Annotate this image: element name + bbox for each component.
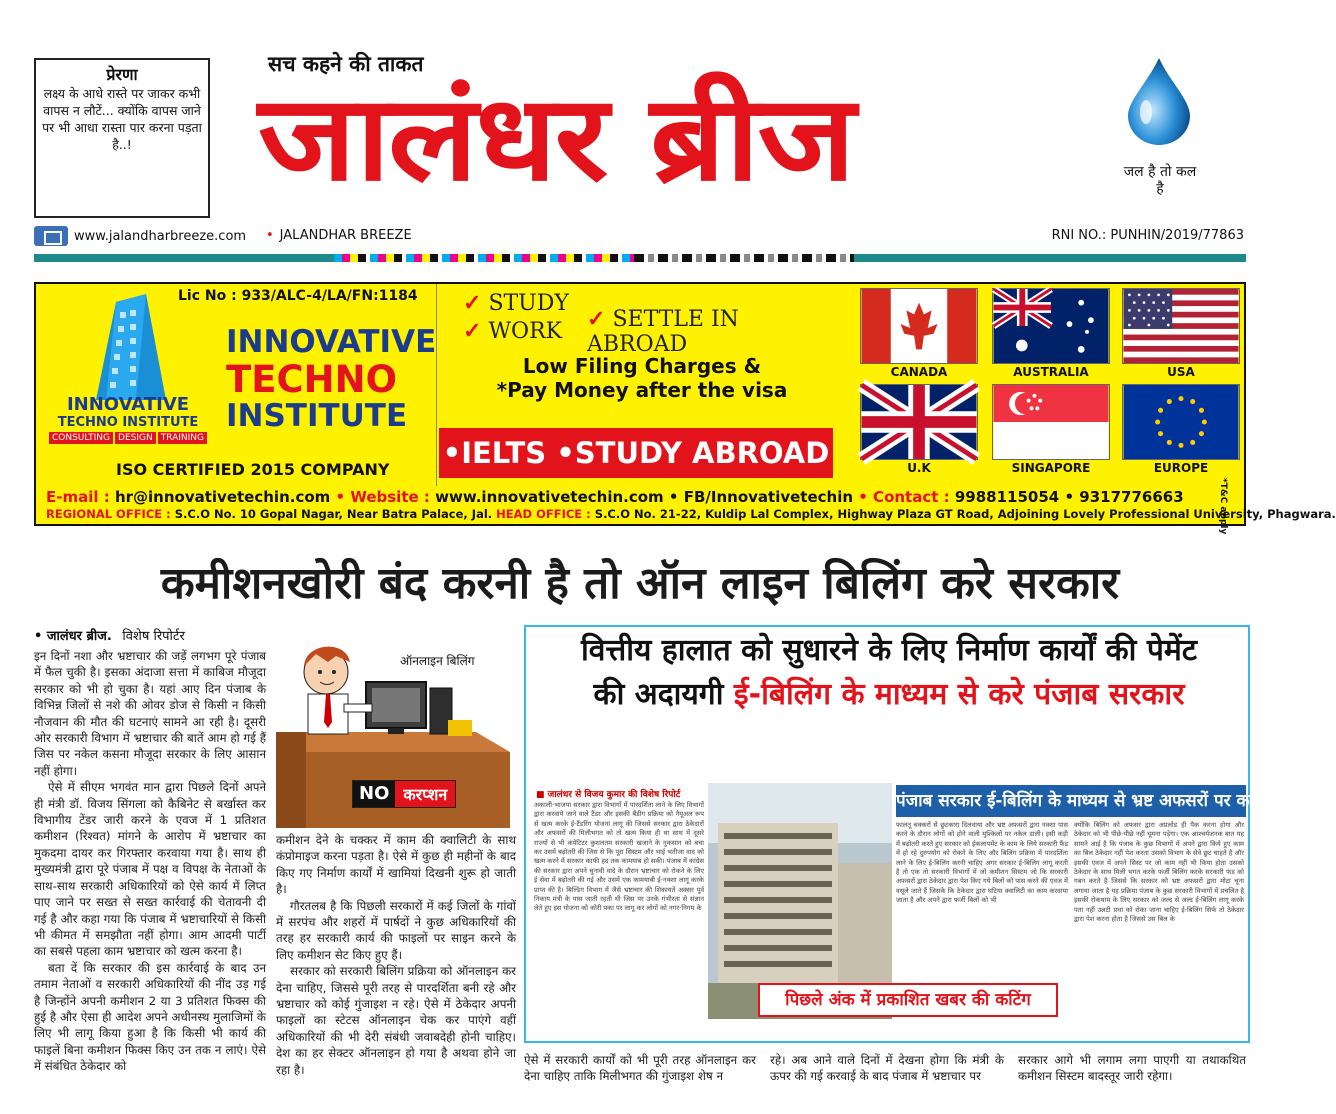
iti-tag: DESIGN: [115, 432, 156, 444]
singapore-flag-icon: [992, 384, 1110, 460]
service-study: [463, 290, 569, 316]
iti-line1: INNOVATIVE: [66, 394, 190, 415]
flag-canada: [860, 288, 978, 379]
institute-name: [226, 324, 436, 435]
ad-institute: [36, 284, 436, 484]
color-stripe: [634, 254, 854, 262]
advertisement: [34, 282, 1336, 526]
check-icon: ✓: [587, 306, 606, 332]
article-paragraph: ऐसे में सीएम भगवंत मान द्वारा पिछले दिनों अपने ही मंत्री डॉ. विजय सिंगला को कैबिनेट से बर्खास्त कर विभागीय टेंडर जारी करने के एवज में 1 प्रतिशत कमीशन (रिश्वत) मांगने के आरोप में भ्रष्टाचार का मुकदमा दायर कर गिरफ्तार करवाया गया है। साथ ही मुख्यमंत्री द्वारा पूरे पंजाब में पक्ष व विपक्ष के नेताओं के साथ-साथ सरकारी अधिकारियों को ऐसे कार्य में लिप्त पाए जाने पर सख्त से सख्त कार्रवाई की चेतावनी दी गई है और कहा गया कि पंजाब में भ्रष्टाचारियों से किसी भी कीमत में समझौता नहीं होगा। आम आदमी पार्टी का सबसे पहला काम भ्रष्टाचार को खत्म करना है।: [34, 780, 266, 959]
flag-label: SINGAPORE: [1011, 461, 1091, 475]
rni-number: RNI NO.: PUNHIN/2019/77863: [1051, 228, 1244, 243]
article-column-4: रहे। अब आने वाले दिनों में देखना होगा कि मंत्री के ऊपर की गई करवाई के बाद पंजाब में भ्रष्टाचार पर: [770, 1053, 1004, 1084]
iso-certification: ISO CERTIFIED 2015 COMPANY: [116, 460, 390, 479]
clipping-text: फालतू चक्करों से छुटकारा दिलवाया और भ्रष्ट अफसरों द्वारा नक्शा पास करने के दौरान लोगों को होने वाली मुश्किलों पर नकेल डाली। इसी कड़ी में बढ़ोतरी करते हुए सरकार को ईकलापमेंट के काम के लिये सरकारी फैंड में हो रहे दुरुपयोग को रोकने के लिए और बिलिंग प्रक्रिया में पारदर्शिता लाने के लिए ई-बिलिंग करनी चाहिए अगर सरकार ई-बिलिंग लागू करती है तो एक तो सरकारी विभागों में जो कमीशन सिस्टम जो कि सरकारी अफसरों द्वारा ठेकेदार द्वारा पेश किए गये बिलों को पास करने की एवज में वसूले जाते हैं जिसके कि ठेकेदार द्वारा घटिया क्वालिटी का काम करवाया जाता है और अपने द्वारा फर्जी बिलों को भी: [896, 821, 1068, 905]
service-study-label: STUDY: [488, 291, 569, 316]
ad-services: [436, 284, 846, 486]
ad-office-line: [46, 506, 1336, 522]
byline-reporter: विशेष रिपोर्टर: [122, 629, 185, 644]
facebook-link[interactable]: • FB/Innovativetechin: [668, 488, 854, 506]
clipping-banner: पंजाब सरकार ई-बिलिंग के माध्यम से भ्रष्ट अफसरों पर कसे शिकंजा: [896, 785, 1246, 817]
prerna-box: [34, 58, 210, 218]
institute-name-l3: INSTITUTE: [226, 398, 408, 434]
article-column-3: ऐसे में सरकारी कार्यों को भी पूरी तरह ऑनलाइन कर देना चाहिए ताकि मिलीभगत की गुंजाइश शेष न: [524, 1053, 756, 1084]
no-label: NO: [353, 781, 395, 807]
ad-contact: [46, 488, 1336, 522]
low-fee-line2: *Pay Money after the visa: [496, 378, 788, 402]
service-settle: [587, 306, 846, 357]
iti-tag: CONSULTING: [49, 432, 113, 444]
water-drop-icon: [1122, 56, 1196, 146]
color-stripe: [34, 254, 334, 262]
contact-label: • Contact :: [858, 488, 950, 506]
byline-source: • जालंधर ब्रीज.: [34, 629, 112, 644]
low-fee-line1: Low Filing Charges &: [522, 354, 762, 378]
article-paragraph: कमीशन देने के चक्कर में काम की क्वालिटी के साथ कंप्रोमाइज करना पड़ता है। ऐसे में कुछ ही महीनों के बाद किए गए निर्माण कार्यों में खामियां दिखनी शुरू हो जाती है।: [276, 833, 516, 897]
clipping-headline-highlight: ई-बिलिंग के माध्यम से करे पंजाब सरकार: [733, 677, 1185, 712]
service-settle-label: SETTLE IN ABROAD: [587, 307, 739, 357]
website-link[interactable]: [34, 226, 246, 246]
europe-flag-icon: [1122, 384, 1240, 460]
head-office-address: S.C.O No. 21-22, Kuldip Lal Complex, Highway Plaza GT Road, Adjoining Lovely Professional University, Phagwara.: [594, 507, 1336, 521]
institute-name-l2: TECHNO: [226, 358, 398, 401]
clipping-headline-prefix: की अदायगी: [593, 677, 724, 712]
color-stripe: [334, 254, 634, 262]
clipping-headline-line1: वित्तीय हालात को सुधारने के लिए निर्माण कार्यों की पेमेंट: [581, 633, 1197, 668]
article-byline: [34, 626, 185, 644]
article-column-5: सरकार आगे भी लगाम लगा पाएगी या तथाकथित कमीशन सिस्टम बादस्तूर जारी रहेगा।: [1018, 1053, 1246, 1084]
clipping-headline: [534, 629, 1244, 717]
building-icon: [76, 292, 186, 400]
flag-uk: [860, 384, 978, 475]
flag-label: CANADA: [890, 365, 948, 379]
article-paragraph: सरकार को सरकारी बिलिंग प्रक्रिया को ऑनलाइन कर देना चाहिए, जिससे पूरी तरह से पारदर्शिता बनी रहे और भ्रष्टाचार को कोई गुंजाइश न रहे। ऐसे में ठेकेदार अपनी फाइलों का स्टेटस ऑनलाइन चेक कर पाएंगे वहीं अधिकारियों की भी देरी संबंधी जवाबदेही होनी चाहिए। देश का हर सेक्टर ऑनलाइन हो गया है अथवा होने जा रहा है।: [276, 964, 516, 1077]
color-stripe: [854, 254, 1246, 262]
masthead-logo: जालंधर ब्रीज: [258, 69, 854, 207]
article-column-2: [276, 832, 516, 1077]
low-fee-text: [437, 354, 847, 402]
flag-label: U.K: [907, 461, 931, 475]
usa-flag-icon: [1122, 288, 1240, 364]
clipping-headline-line2: [534, 673, 1244, 717]
article-column-1: [34, 648, 266, 1074]
no-corruption-badge: [352, 780, 456, 808]
prerna-title: प्रेरणा: [106, 65, 138, 84]
website-label: • Website :: [335, 488, 430, 506]
article-paragraph: इन दिनों नशा और भ्रष्टाचार की जड़ें लगभग पूरे पंजाब में फैल चुकी है। इसका अंदाजा सत्ता में काबिज मौजूदा सरकार को भी हो चुका है। यहां आए दिन पंजाब के विभिन्न जिलों से नशे की ओवर डोज से किसी न किसी नौजवान की मौत की घटनाएं सामने आ रही है। दूसरी ओर सरकारी विभाग में भ्रष्टाचार की बातें आम हो गई हैं जिस पर नकेल कसना मौजूदा सरकार के लिए आसान नहीं होगा।: [34, 649, 266, 778]
email-label: E-mail :: [46, 488, 110, 506]
ad-website-link[interactable]: www.innovativetechin.com: [435, 488, 664, 506]
canada-flag-icon: [860, 288, 978, 364]
terms-note: *T&C apply: [1218, 478, 1228, 535]
masthead-tagline: सच कहने की ताकत: [268, 52, 424, 76]
flag-label: EUROPE: [1153, 461, 1209, 475]
ad-contact-line: [46, 488, 1236, 506]
iti-line2: TECHNO INSTITUTE: [57, 415, 199, 430]
flag-label: USA: [1167, 365, 1195, 379]
mail-icon: [34, 226, 68, 246]
country-flags: [860, 288, 1244, 482]
news-clipping: [524, 625, 1313, 1043]
clipping-text: क्योंकि बिलिंग को अफसर द्वारा अप्रलोड ही पैक करना होगा और ठेकेदार को भी पीछे-पीछे नहीं घूमना पड़ेगा। एक आश्चर्यजनक बात यह सामने आई है कि पंजाब के कुछ विभागों में अपने द्वारा किये हुए काम का बिल ठेकेदार नहीं पेश करता उसको विभाग के सेवे छुट चाहते है और इसकी एवज में अपने सिस्ट पर जो काम नहीं भी किया होता उसको ठेकेदार के साथ मिली भगत करके फर्जी बिलिंग करके सरकारी फंड को गबन करते है जिससे कि सरकार को भ्रष्ट अफसरों द्वारा मोटा चूना लगाया जाता है यह प्रक्रिया पंजाब के कुछ सरकारी विभागों में प्रचलित है इसकी रोकथाम के लिए सरकार को जल्द से जल्द ई-बिलिंग लागू करके पता नहीं उलटी प्रथा को रोका जाना चाहिए ई-बिलिंग सिर्फ तो ठेकेदार द्वारा पेश करना होता है जिससे उस बिल के: [1074, 821, 1244, 924]
corruption-label: करप्शन: [395, 781, 455, 807]
website-text: www.jalandharbreeze.com: [74, 228, 247, 244]
flag-singapore: [992, 384, 1110, 475]
regional-office-address: S.C.O No. 10 Gopal Nagar, Near Batra Palace, Jal.: [174, 507, 493, 521]
iti-tags: [48, 432, 208, 444]
flag-europe: [1122, 384, 1240, 475]
service-work: [463, 318, 562, 344]
flag-label: AUSTRALIA: [1013, 365, 1089, 379]
contact-numbers: 9988115054 • 9317776663: [954, 488, 1184, 506]
article-paragraph: बता दें कि सरकार की इस कार्रवाई के बाद उन तमाम नेताओं व सरकारी अधिकारियों की नींद उड़ गई है जिन्होंने अपनी कमीशन 2 या 3 प्रतिशत फिक्स की हुई है और ऐसा ही आदेश अपने अधीनस्थ मुलाजिमों के लिए भी लागू किया हुआ है कि किसी भी कार्य की फाइलें बिना कमीशन फिक्स किए उन तक न लाएं। ऐसे में संबंधित ठेकेदार को: [34, 960, 266, 1074]
iti-tag: TRAINING: [158, 432, 207, 444]
main-headline: कमीशनखोरी बंद करनी है तो ऑन लाइन बिलिंग करे सरकार: [160, 558, 1120, 609]
flag-australia: [992, 288, 1110, 379]
prerna-text: लक्ष्य के आधे रास्ते पर जाकर कभी वापस न लौटें... क्योंकि वापस जाने पर भी आधा रास्ता पार करना पड़ता है..!: [42, 86, 202, 152]
brand-name: • JALANDHAR BREEZE: [266, 228, 412, 243]
cartoon-caption: ऑनलाइन बिलिंग: [400, 654, 475, 668]
head-office-label: HEAD OFFICE :: [496, 507, 591, 521]
check-icon: ✓: [463, 318, 482, 344]
clipping-byline: ■ जालंधर से विजय कुमार की विशेष रिपोर्ट: [536, 790, 681, 800]
info-bar: [34, 226, 1246, 248]
check-icon: ✓: [463, 290, 482, 316]
service-work-label: WORK: [488, 319, 563, 344]
clipping-text: अकाली-भाजपा सरकार द्वारा विभागों में पारदर्शिता लाने के लिए विभागों द्वारा करवाये जाने वाले टैंडर और इसकी बैंडीग प्रक्रिया को नैयूअल रूप से खत्म करके ई-टैंडरिंग योजना लागू की जिससे सरकार द्वारा ठेकेदारों और अफसरों की मिलीभगत को तो खत्म किया ही था साथ में दूसरे राज्यों से भी कंपेटिटर कुशलतम सरकारी खजाने के नुकसान को बचा कर उसमें बढ़ोतरी की जिस से कि पूरा सिस्टम और भाई भतीजा वाद को खत्म करने में सरकार काफी हद तक कामयाब हो सकी। पंजाब में कांग्रेस की सरकार द्वारा अपने चुनावी वादे के दौरान भ्रष्टाचार को रोकने के लिए ई सेवा में बढ़ोतरी की गई और उसमें एक कामयाबी ई-नक्शा लागू करके प्राप्त की है। बिल्डिंग विभाग में जैसे भ्रष्टाचार की शिकायतें अक्सर पूर्व निकाय मंत्री के पास जाती रहती थी जिस पर उनके गंभीरता से संज्ञान लेते हुए इस योजना को कोरी पका पर लागू कर लोगों को नगर-निगम के: [534, 801, 704, 913]
article-paragraph: गौरतलब है कि पिछली सरकारों में कई जिलों के गांवों में सरपंच और शहरों में पार्षदों ने कुछ अधिकारियों की तरह हर सरकारी कार्य की फाइलों पर साइन करने के लिए कमीशन सेट किए हुए हैं।: [276, 898, 516, 962]
ielts-banner: •IELTS •STUDY ABROAD: [439, 428, 833, 478]
license-number: Lic No : 933/ALC-4/LA/FN:1184: [178, 288, 418, 304]
clipping-caption: पिछले अंक में प्रकाशित खबर की कटिंग: [758, 983, 1058, 1017]
regional-office-label: REGIONAL OFFICE :: [46, 507, 171, 521]
institute-name-l1: INNOVATIVE: [226, 324, 437, 360]
flag-usa: [1122, 288, 1240, 379]
drop-slogan: जल है तो कल है: [1123, 164, 1197, 197]
iti-logo: [48, 394, 208, 454]
email-link[interactable]: hr@innovativetechin.com: [114, 488, 331, 506]
australia-flag-icon: [992, 288, 1110, 364]
uk-flag-icon: [860, 384, 978, 460]
